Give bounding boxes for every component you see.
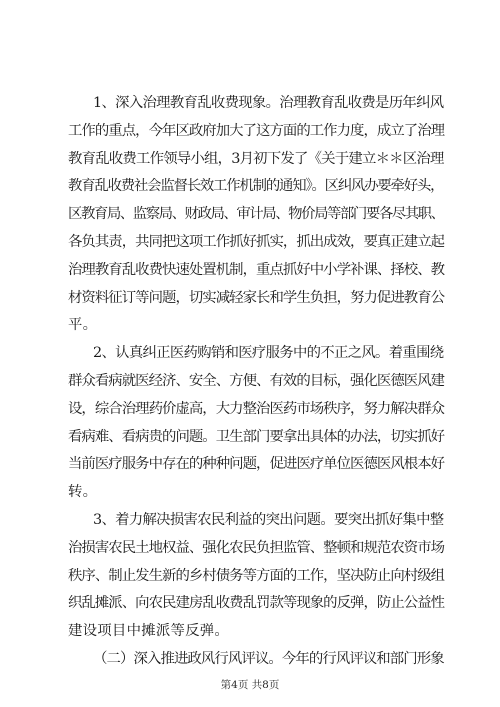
text-line-3: 教育乱收费工作领导小组，3月初下发了《关于建立＊＊区治理 — [68, 150, 444, 167]
text-line-14: 当前医疗服务中存在的种种问题，促进医疗单位医德医风根本好 — [68, 456, 445, 473]
text-line-9: 平。 — [68, 317, 98, 334]
text-line-11: 群众看病就医经济、安全、方便、有效的目标，强化医德医风建 — [68, 373, 445, 389]
text-line-7: 治理教育乱收费快速处置机制，重点抓好中小学补课、择校、教 — [68, 261, 445, 278]
text-line-20: 建设项目中摊派等反弹。 — [68, 623, 230, 640]
text-line-2: 工作的重点，今年区政府加大了这方面的工作力度，成立了治理 — [68, 122, 445, 139]
text-line-6: 各负其责，共同把这项工作抓好抓实，抓出成效，要真正建立起 — [68, 234, 445, 250]
text-line-10: 2、认真纠正医药购销和医疗服务中的不正之风。着重围绕 — [93, 345, 444, 362]
text-line-12: 设，综合治理药价虚高，大力整治医药市场秩序，努力解决群众 — [68, 400, 445, 417]
text-line-4: 教育乱收费社会监督长效工作机制的通知》。区纠风办要牵好头， — [68, 178, 444, 195]
text-line-17: 治损害农民土地权益、强化农民负担监管、整顿和规范农资市场 — [68, 539, 445, 556]
text-line-21: （二）深入推进政风行风评议。今年的行风评议和部门形象 — [93, 651, 444, 667]
text-line-18: 秩序、制止发生新的乡村债务等方面的工作，坚决防止向村级组 — [68, 567, 445, 584]
text-line-19: 织乱摊派、向农民建房乱收费乱罚款等现象的反弹，防止公益性 — [68, 595, 445, 612]
text-line-13: 看病难、看病贵的问题。卫生部门要拿出具体的办法，切实抓好 — [68, 428, 445, 445]
text-line-16: 3、着力解决损害农民利益的突出问题。要突出抓好集中整 — [93, 512, 444, 528]
text-line-1: 1、深入治理教育乱收费现象。治理教育乱收费是历年纠风 — [93, 95, 444, 111]
text-line-5: 区教育局、监察局、财政局、审计局、物价局等部门要各尽其职、 — [68, 206, 444, 223]
text-line-8: 材资料征订等问题，切实减轻家长和学生负担，努力促进教育公 — [68, 289, 445, 306]
text-line-15: 转。 — [68, 484, 98, 501]
page-footer: 第4页 共8页 — [220, 679, 280, 691]
